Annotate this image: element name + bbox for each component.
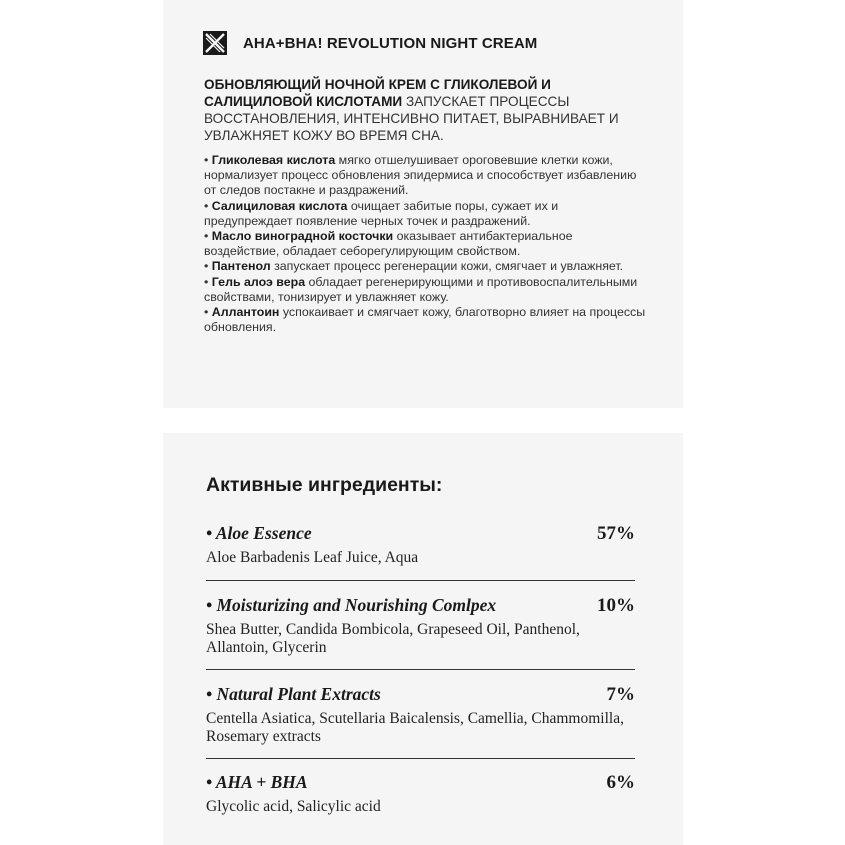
benefit-item <box>204 259 649 274</box>
ingredient-item <box>206 523 635 567</box>
benefit-text: мягко отшелушивает ороговевшие клетки кожи, нормализует процесс обновления эпидермиса и способствует избавлению от следов постакне и раздражений. <box>204 153 637 198</box>
ingredient-header <box>206 523 635 545</box>
ingredient-item <box>206 595 635 657</box>
benefits-list <box>204 153 649 335</box>
divider <box>206 580 635 581</box>
product-title: AHA+BHA! REVOLUTION NIGHT CREAM <box>243 34 538 52</box>
ingredient-header <box>206 595 635 617</box>
benefit-text: очищает забитые поры, сужает их и предупреждает появление черных точек и раздражений. <box>204 198 559 228</box>
benefit-item <box>204 199 649 229</box>
ingredient-item <box>206 772 635 816</box>
benefit-term: Гель алоэ вера <box>211 274 306 289</box>
ingredient-name: • AHA + BHA <box>206 772 308 792</box>
benefit-text: успокаивает и смягчает кожу, благотворно влияет на процессы обновления. <box>204 305 646 335</box>
benefit-term: Салициловая кислота <box>211 198 348 213</box>
intro-bold-text: ОБНОВЛЯЮЩИЙ НОЧНОЙ КРЕМ С ГЛИКОЛЕВОЙ И САЛИЦИЛОВОЙ КИСЛОТАМИ <box>204 77 551 109</box>
benefit-text: оказывает антибактериальное воздействие, обладает себорегулирующим свойством. <box>204 229 573 259</box>
bullet-mark: • <box>204 153 212 167</box>
benefit-item <box>204 153 649 199</box>
divider <box>206 758 635 759</box>
bullet-mark: • <box>204 259 212 274</box>
ingredient-header <box>206 772 635 794</box>
ingredient-description: Shea Butter, Candida Bombicola, Grapeseed Oil, Panthenol, Allantoin, Glycerin <box>206 621 580 656</box>
ingredient-name: • Aloe Essence <box>206 523 312 543</box>
bullet-mark: • <box>204 229 212 244</box>
benefit-text: обладает регенерирующими и противовоспалительными свойствами, тонизирует и увлажняет кожу. <box>204 274 638 304</box>
ingredient-description: Aloe Barbadenis Leaf Juice, Aqua <box>206 549 419 566</box>
ingredient-description: Glycolic acid, Salicylic acid <box>206 798 381 815</box>
ingredients-card <box>163 433 683 845</box>
ingredient-percent: 7% <box>606 684 635 705</box>
benefit-item <box>204 275 649 305</box>
ingredient-name: • Natural Plant Extracts <box>206 684 381 704</box>
x-square-icon <box>203 31 227 55</box>
benefit-item <box>204 229 649 259</box>
benefit-term: Аллантоин <box>211 305 280 320</box>
ingredients-title: Активные ингредиенты: <box>206 474 443 496</box>
ingredient-header <box>206 684 635 706</box>
product-description-card <box>163 0 683 408</box>
divider <box>206 669 635 670</box>
intro-text: ЗАПУСКАЕТ ПРОЦЕССЫ ВОССТАНОВЛЕНИЯ, ИНТЕНСИВНО ПИТАЕТ, ВЫРАВНИВАЕТ И УВЛАЖНЯЕТ КОЖУ ВО ВРЕМЯ СНА. <box>204 94 619 143</box>
benefit-term: Масло виноградной косточки <box>211 229 394 244</box>
bullet-mark: • <box>204 198 212 213</box>
intro-paragraph <box>204 76 644 144</box>
brand-row <box>203 31 537 55</box>
bullet-mark: • <box>204 305 212 320</box>
benefit-item <box>204 305 649 335</box>
benefit-term: Гликолевая кислота <box>211 153 336 167</box>
bullet-mark: • <box>204 274 212 289</box>
benefit-text: запускает процесс регенерации кожи, смягчает и увлажняет. <box>270 259 624 274</box>
ingredient-percent: 10% <box>597 595 635 616</box>
ingredient-item <box>206 684 635 746</box>
ingredient-percent: 6% <box>606 772 635 793</box>
benefit-term: Пантенол <box>211 259 271 274</box>
ingredient-name: • Moisturizing and Nourishing Comlpex <box>206 595 497 615</box>
ingredient-percent: 57% <box>597 523 635 544</box>
ingredient-description: Centella Asiatica, Scutellaria Baicalensis, Camellia, Chammomilla, Rosemary extracts <box>206 710 624 745</box>
